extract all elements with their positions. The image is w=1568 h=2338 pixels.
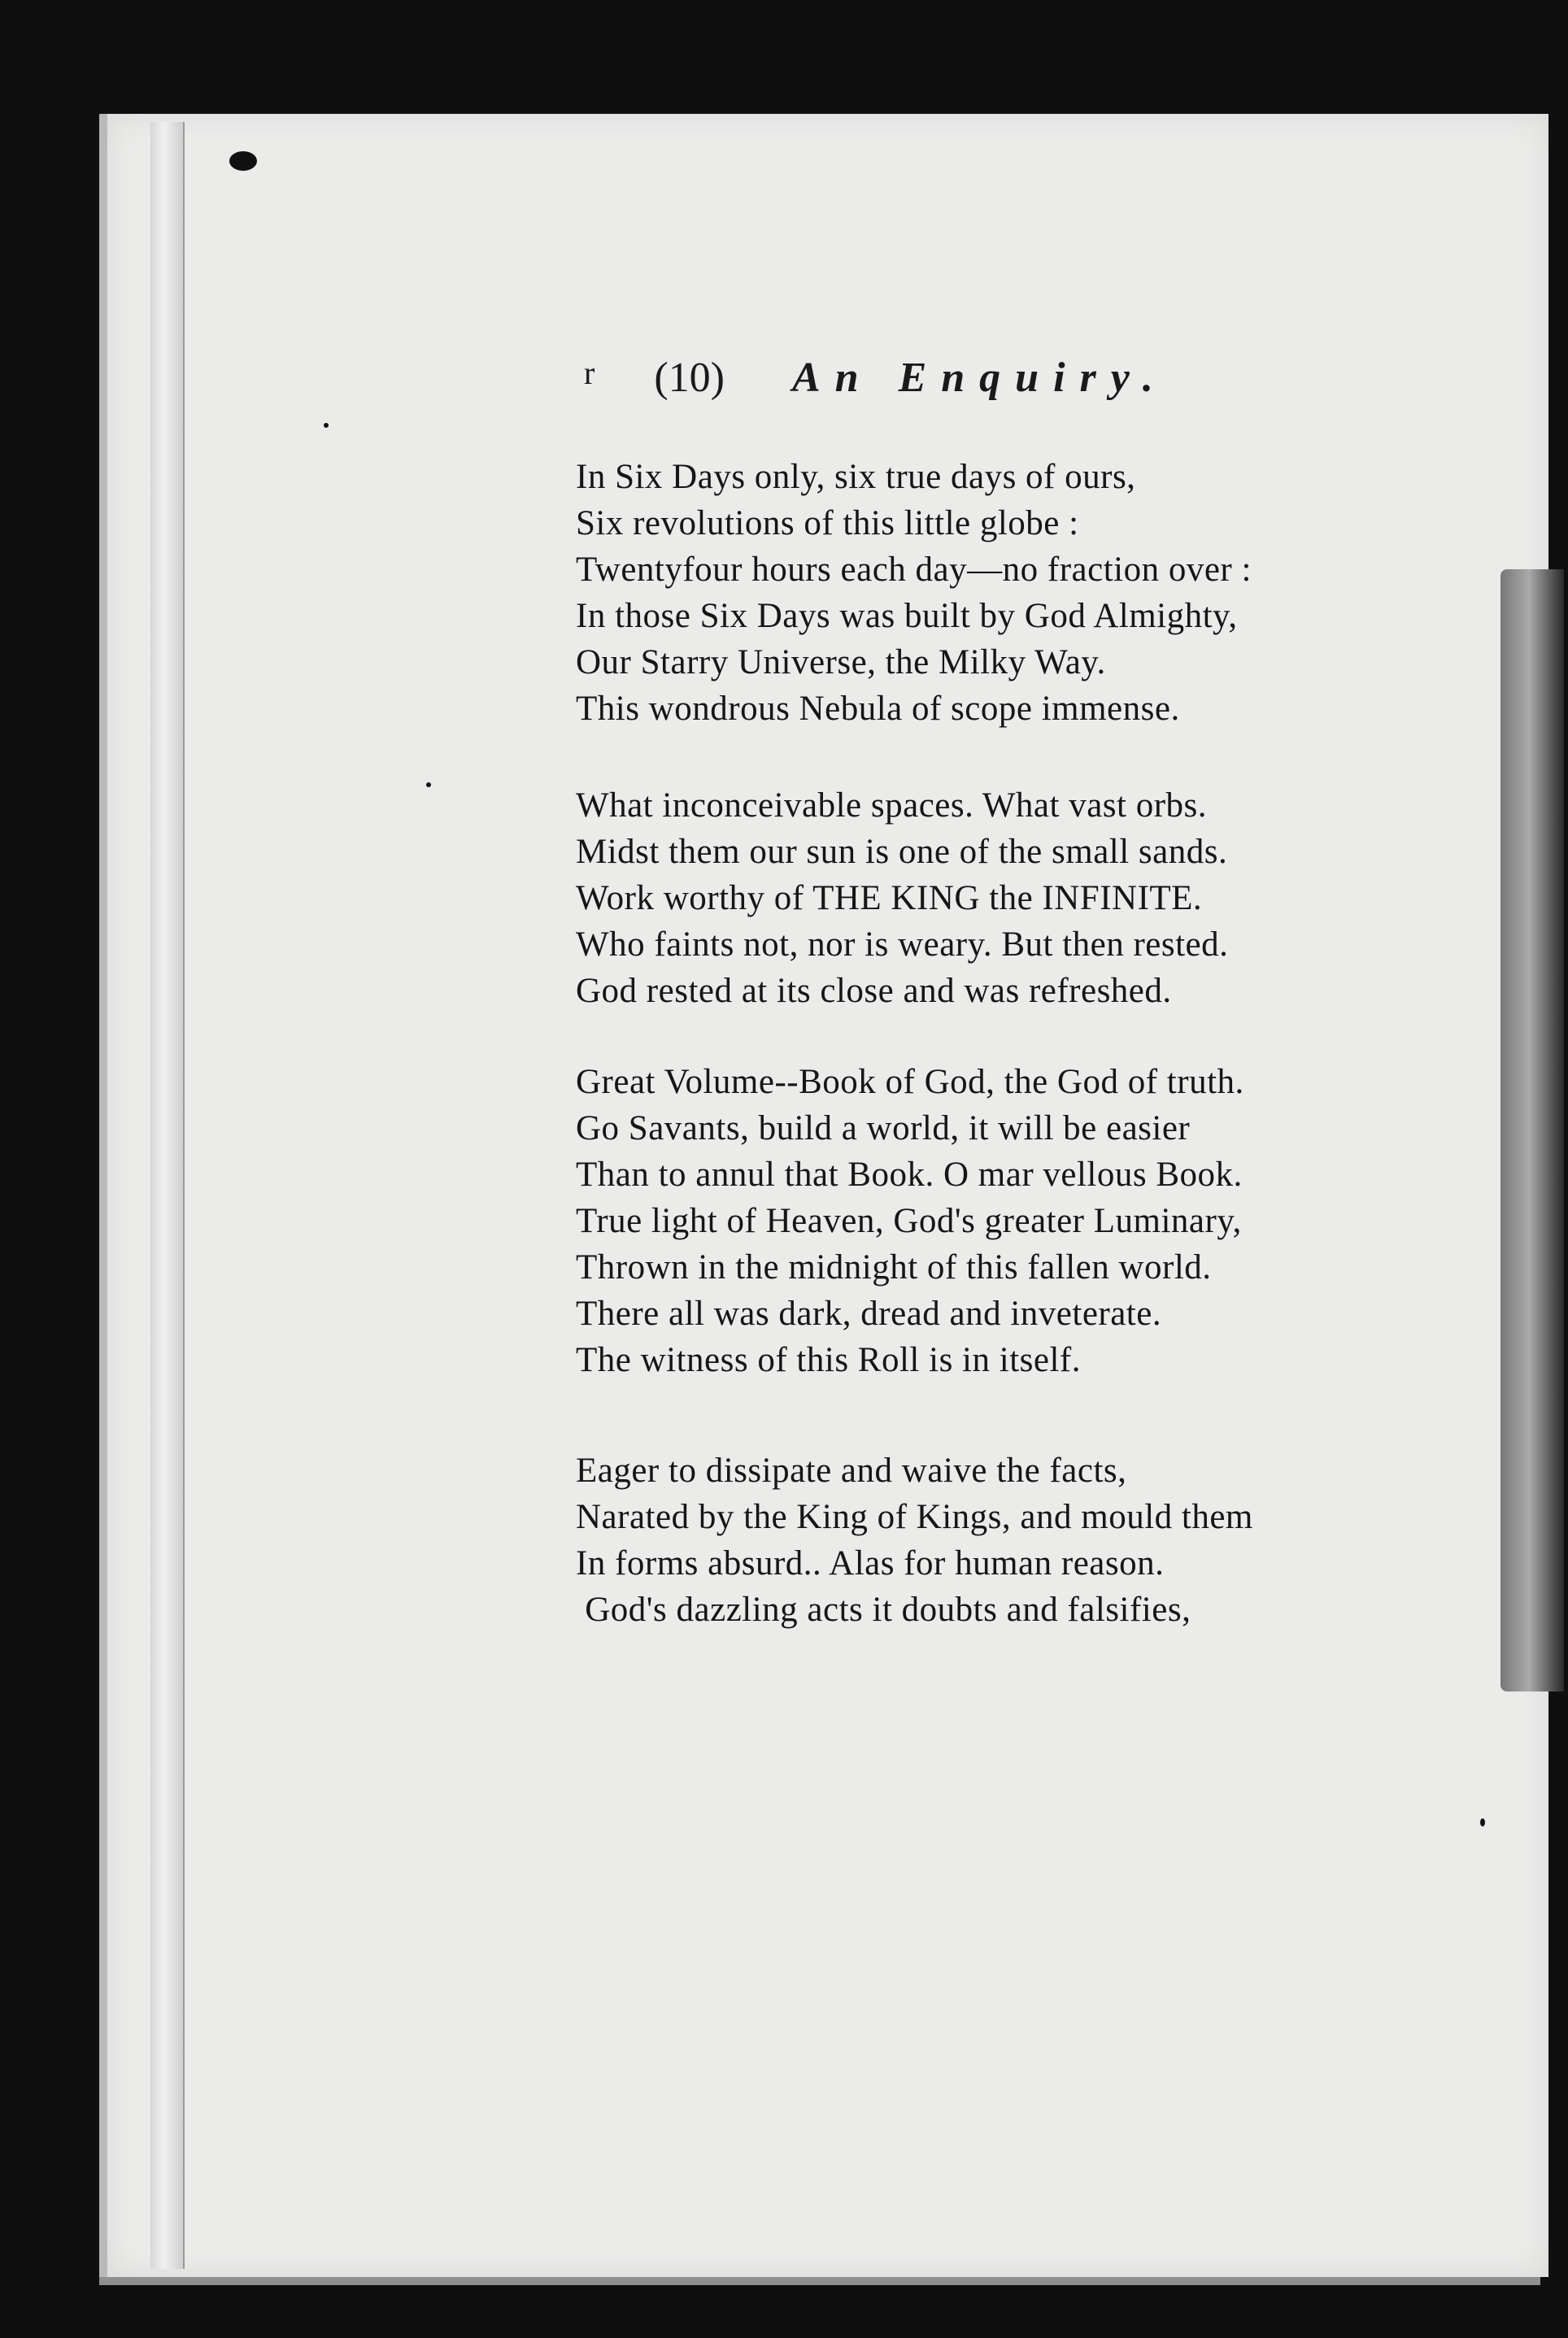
verse-line: Our Starry Universe, the Milky Way. — [576, 643, 1106, 681]
ink-blot — [229, 151, 257, 171]
verse-line: Twentyfour hours each day—no fraction over : — [576, 551, 1252, 589]
verse-line: God's dazzling acts it doubts and falsifies, — [576, 1591, 1191, 1629]
ink-speck — [324, 423, 329, 428]
verse-line: Who faints not, nor is weary. But then rested. — [576, 925, 1229, 964]
verse-line: God rested at its close and was refreshed. — [576, 972, 1172, 1010]
verse-line: Narated by the King of Kings, and mould them — [576, 1498, 1253, 1536]
page-title: An Enquiry. — [791, 355, 1168, 401]
verse-line: Midst them our sun is one of the small sands. — [576, 833, 1228, 871]
verse-line: This wondrous Nebula of scope immense. — [576, 690, 1180, 728]
verse-line: Go Savants, build a world, it will be easier — [576, 1109, 1191, 1147]
stanza-2 — [576, 782, 1495, 1014]
verse-line: Thrown in the midnight of this fallen world. — [576, 1248, 1212, 1287]
stanza-3 — [576, 1059, 1495, 1383]
verse-line: What inconceivable spaces. What vast orbs. — [576, 786, 1208, 825]
verse-line: Than to annul that Book. O mar vellous Book. — [576, 1156, 1243, 1194]
ink-speck — [1480, 1818, 1485, 1826]
verse-line: There all was dark, dread and inveterate. — [576, 1295, 1162, 1333]
verse-line: In forms absurd.. Alas for human reason. — [576, 1544, 1165, 1583]
verse-line: Eager to dissipate and waive the facts, — [576, 1452, 1127, 1490]
ink-speck — [426, 782, 431, 787]
verse-line: Work worthy of THE KING the INFINITE. — [576, 879, 1203, 917]
verse-line: In those Six Days was built by God Almighty, — [576, 597, 1238, 635]
page-number: (10) — [654, 355, 725, 401]
verse-line: True light of Heaven, God's greater Luminary, — [576, 1202, 1242, 1240]
verse-line: In Six Days only, six true days of ours, — [576, 458, 1136, 496]
page-binding-edge — [150, 122, 185, 2269]
stanza-4 — [576, 1448, 1495, 1633]
verse-line: The witness of this Roll is in itself. — [576, 1341, 1081, 1379]
page-torn-edge — [1500, 569, 1564, 1691]
running-header — [584, 354, 1316, 402]
stanza-1 — [576, 454, 1495, 732]
header-mark: r — [584, 355, 595, 391]
verse-line: Great Volume--Book of God, the God of truth. — [576, 1063, 1244, 1101]
verse-line: Six revolutions of this little globe : — [576, 504, 1079, 542]
page-bottom-edge — [99, 2277, 1540, 2285]
